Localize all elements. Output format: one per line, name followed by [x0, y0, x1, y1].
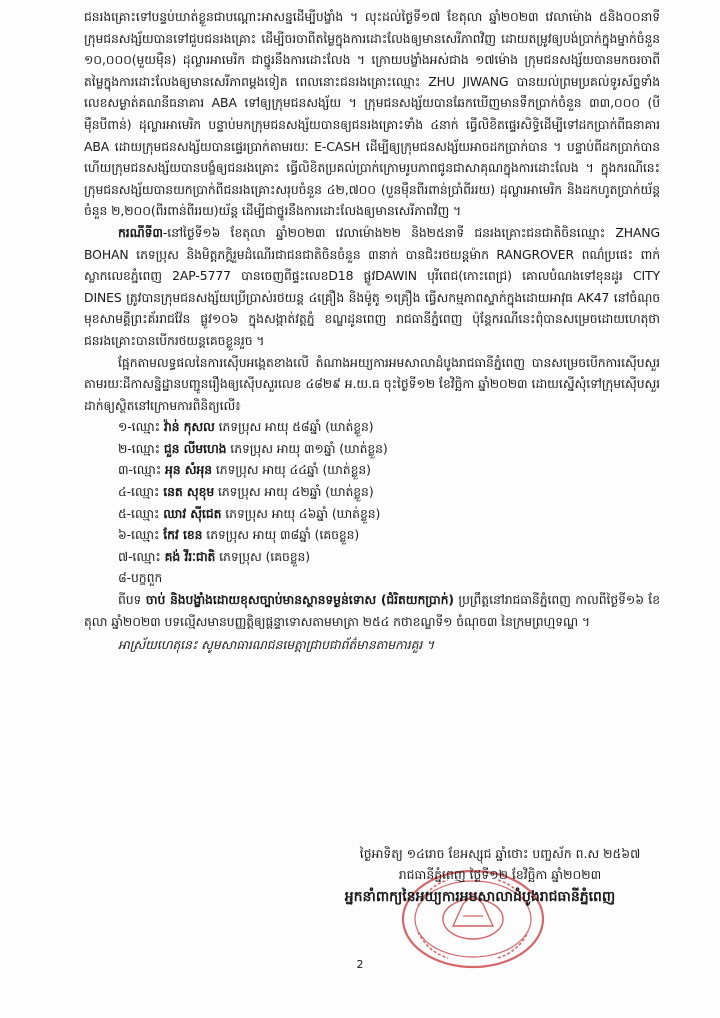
suspect-number: ៤-ឈ្មោះ: [118, 484, 160, 500]
suspect-details: ភេទប្រុស អាយុ ៥៨ឆ្នាំ (ឃាត់ខ្លួន): [214, 419, 374, 435]
spokesperson-title: អ្នកនាំពាក្យនៃអយ្យការអមសាលាដំបូងរាជធានីភ្នំពេញ: [344, 889, 616, 905]
suspect-name: អុន សំអុន: [165, 462, 213, 478]
charge-offense: ចាប់ និងបង្ខាំងដោយខុសច្បាប់មានស្ថានទម្ងន់ទោស (ជំរិតយកប្រាក់): [145, 592, 454, 608]
suspect-name: ជួន លីមហេង: [163, 440, 227, 456]
suspect-number: ៦-ឈ្មោះ: [118, 527, 160, 543]
charge-prefix: ពីបទ: [118, 592, 146, 608]
closing-statement: អាស្រ័យហេតុនេះ សូមសាធារណជនមេត្តាជ្រាបជាព័ត៌មានតាមការគួរ ។: [118, 637, 435, 653]
suspect-item: [84, 459, 660, 481]
suspect-item: [84, 416, 660, 438]
charge-details: ប្រព្រឹត្តនៅរាជធានីភ្នំពេញ កាលពីថ្ងៃទី១៦ ខែតុលា ឆ្នាំ២០២៣ បទល្មើសមានបញ្ញត្តិឲ្យផ្ដន្ទាទោសតាមមាត្រា ២៥៤ កថាខណ្ឌទី១ ចំណុច៣ នៃក្រមព្រហ្មទណ្ឌ ។: [84, 592, 661, 629]
suspect-number: ៧-ឈ្មោះ: [118, 548, 161, 564]
suspect-item: [84, 438, 660, 460]
suspect-item: [84, 481, 660, 503]
paragraph-case3: [84, 222, 660, 352]
suspect-details: ភេទប្រុស អាយុ ៣១ឆ្នាំ (ឃាត់ខ្លួន): [226, 440, 388, 456]
date-solar: រាជធានីភ្នំពេញ ថ្ងៃទី១២ ខែវិច្ឆិកា ឆ្នាំ២០២៣: [398, 867, 602, 882]
suspect-name: កែវ ខេន: [163, 527, 203, 543]
suspect-name: ឈាវ ស៊ីជេត: [163, 505, 222, 521]
suspect-number: ៨-បក្ខពួក: [118, 570, 163, 586]
suspect-item: [84, 546, 660, 568]
suspect-details: ភេទប្រុស អាយុ ៤២ឆ្នាំ (ឃាត់ខ្លួន): [214, 484, 374, 500]
paragraph-case2-continuation: ជនរងគ្រោះទៅបន្ទប់ឃាត់ខ្លួនជាបណ្ដោះអាសន្នដើម្បីបង្ខាំង ។ លុះដល់ថ្ងៃទី១៧ ខែតុលា ឆ្នាំ២០២៣ វេលាម៉ោង ៥និង០០នាទី ក្រុមជនសង្ស័យបានទៅជួបជនរងគ្រោះ ដើម្បីចរចាពីតម្លៃក្នុងការដោះលែងឲ្យមានសេរីភាពវិញ ដោយតម្រូវឲ្យបង់ប្រាក់ក្នុងម្នាក់ចំនួន ១០,០០០(មួយម៉ឺន) ដុល្លារអាមេរិក ជាថ្នូរនឹងការដោះលែង ។ ក្រោយបង្ខាំងអស់ជាង ១៧ម៉ោង ក្រុមជនសង្ស័យបានមកចរចាពីតម្លៃក្នុងការដោះលែងឲ្យមានសេរីភាពម្ដងទៀត ពេលនោះជនរងគ្រោះឈ្មោះ ZHU JIWANG បានយល់ព្រមប្រគល់ទូរស័ព្ទទាំងលេខសម្ងាត់គណនីធនាគារ ABA ទៅឲ្យក្រុមជនសង្ស័យ ។ ក្រុមជនសង្ស័យបានឆែកឃើញមានទឹកប្រាក់ចំនួន ៣៣,០០០ (បីម៉ឺនបីពាន់) ដុល្លារអាមេរិក បន្ទាប់មកក្រុមជនសង្ស័យបានឲ្យជនរងគ្រោះទាំង ៤នាក់ ធ្វើលិខិតផ្ទេរសិទ្ធិដើម្បីទៅដកប្រាក់ពីធនាគារ ABA ដោយក្រុមជនសង្ស័យបានផ្ទេរប្រាក់តាមរយៈ E-CASH ដើម្បីឲ្យក្រុមជនសង្ស័យអាចដកប្រាក់បាន ។ បន្ទាប់ពីដកប្រាក់បានហើយក្រុមជនសង្ស័យបានបង្ខំឲ្យជនរងគ្រោះ ធ្វើលិខិតប្រគល់ប្រាក់ក្រោមរូបភាពជូនជាសាគុណក្នុងការដោះលែង ។ ក្នុងករណីនេះ ក្រុមជនសង្ស័យបានយកប្រាក់ពីជនរងគ្រោះសរុបចំនួន ៤២,៧០០ (បួនម៉ឺនពីរពាន់ប្រាំពីររយ) ដុល្លារអាមេរិក និងដកហូតប្រាក់យ័ន្តចំនួន ២,២០០(ពីរពាន់ពីររយ)យ័ន្ត ដើម្បីជាថ្នូរនឹងការដោះលែងឲ្យមានសេរីភាពវិញ ។: [84, 9, 660, 219]
suspect-details: ភេទប្រុស (គេចខ្លួន): [215, 548, 311, 564]
case3-label: ករណីទី៣: [118, 224, 163, 240]
suspect-details: ភេទប្រុស អាយុ ៣៨ឆ្នាំ (គេចខ្លួន): [202, 527, 360, 543]
suspect-list: [84, 416, 660, 589]
suspect-details: ភេទប្រុស អាយុ ៤៦ឆ្នាំ (ឃាត់ខ្លួន): [221, 505, 381, 521]
suspect-number: ២-ឈ្មោះ: [118, 440, 160, 456]
suspect-name: នេត សុខុម: [163, 484, 215, 500]
suspect-number: ១-ឈ្មោះ: [118, 419, 160, 435]
signature-block: [290, 843, 670, 908]
document-body: [84, 6, 660, 656]
suspect-item: [84, 524, 660, 546]
suspect-item: [84, 503, 660, 525]
case3-text: -នៅថ្ងៃទី១៦ ខែតុលា ឆ្នាំ២០២៣ វេលាម៉ោង២២ និង២៥នាទី ជនរងគ្រោះជនជាតិចិនឈ្មោះ ZHANG BOHAN ភេទប្រុស និងមិត្តភក្តិរួមដំណើរជាជនជាតិចិនចំនួន ៣នាក់ បានជិះរថយន្តម៉ាក RANGROVER ពណ៌ប្រផេះ ពាក់ស្លាកលេខភ្នំពេញ 2AP-5777 បានចេញពីផ្ទះលេខD18 ផ្លូវDAWIN បុរីពេជ(កោះពេជ្រ) គោលបំណងទៅខុនដូរ CITY DINES ត្រូវបានក្រុមជនសង្ស័យប្រើប្រាស់រថយន្ត ៤គ្រឿង និងម៉ូតូ ១គ្រឿង ធ្វើសកម្មភាពស្ទាក់ក្នុងដោយអាវុធ AK47 នៅចំណុចមុខសាមគ្គីព្រះគ័ររាជវ៉ែន ផ្លូវ១០៦ ក្នុងសង្កាត់វត្តភ្នំ ខណ្ឌដូនពេញ រាជធានីភ្នំពេញ ប៉ុន្តែករណីនេះពុំបានសម្រេចដោយហេតុថា ជនរងគ្រោះបានបើករថយន្តគេចខ្លួនរួច ។: [84, 224, 660, 348]
paragraph-investigation: ផ្អែកតាមលទ្ធផលនៃការស៊ើបអង្កេតខាងលើ តំណាងអយ្យការអមសាលាដំបូងរាជធានីភ្នំពេញ បានសម្រេចបើកការស៊ើបសួរតាមរយៈដីកាសន្និដ្ឋានបញ្ជូនរឿងឲ្យស៊ើបសួរលេខ ៤៨២៩ អ.យ.ធ ចុះថ្ងៃទី១២ ខែវិច្ឆិកា ឆ្នាំ២០២៣ ដោយស្នើសុំទៅក្រុមស៊ើបសួរដាក់ឲ្យស្ថិតនៅក្រោមការពិនិត្យលើ៖: [84, 354, 660, 413]
paragraph-charge: [84, 589, 660, 632]
date-lunar: ថ្ងៃអាទិត្យ ១៤រោច ខែអស្សុជ ឆ្នាំថោះ បញ្ចស័ក ព.ស ២៥៦៧: [359, 846, 641, 861]
suspect-details: ភេទប្រុស អាយុ ៤៤ឆ្នាំ (ឃាត់ខ្លួន): [212, 462, 371, 478]
suspect-name: គង់ វីរៈជាតិ: [164, 548, 216, 564]
suspect-number: ៥-ឈ្មោះ: [118, 505, 160, 521]
suspect-item: [84, 567, 660, 589]
suspect-number: ៣-ឈ្មោះ: [118, 462, 162, 478]
page-number: 2: [356, 958, 364, 971]
suspect-name: វ៉ាន់ កុសល: [163, 419, 215, 435]
